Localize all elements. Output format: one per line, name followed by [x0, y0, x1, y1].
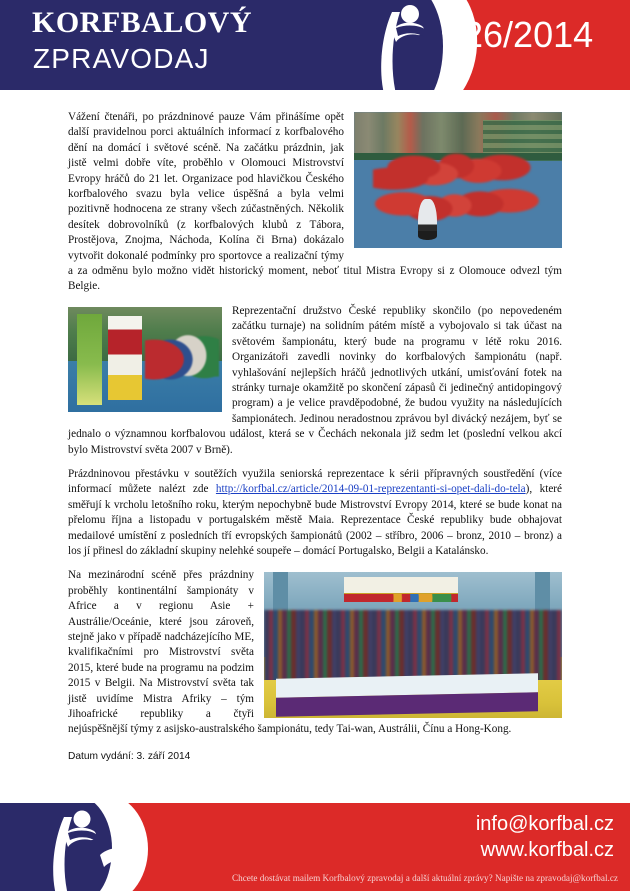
publication-date: Datum vydání: 3. září 2014 — [68, 750, 191, 762]
footer-website[interactable]: www.korfbal.cz — [480, 839, 614, 861]
korfball-player-logo-icon — [42, 805, 152, 891]
footer-email[interactable]: info@korfbal.cz — [475, 813, 614, 835]
paragraph-2: Reprezentační družstvo České republiky skončilo (po nepovedeném začátku turnaje) na solidním pátém místě a vybojovalo si tak účast na světovém šampionátu, který bude na programu v létě roku 2016. Organizátoři zavedli novinky do korfbalových šampionátu (např. vyhlašování nejlepších hráčů jednotlivých utkání, umisťování fotek na stránky turnaje okamžitě po skončení zápasů či jedinečný antidopingový program) a je velice pravděpodobné, že budou využity na následujících šampionátech. Jedinou neradostnou zprávou byl divácký nezájem, byť se jednalo o významnou korfbalovou událost, která se v Čechách nekonala již sedm let (poslední velkou akcí bylo Mistrovství světa 2007 v Brně). — [68, 304, 562, 456]
page-subtitle: ZPRAVODAJ — [33, 43, 210, 74]
players-with-banner-photo — [68, 307, 222, 412]
paragraph-1: Vážení čtenáři, po prázdninové pauze Vám přinášíme opět další pravidelnou porci aktuálních informací z korfbalového dění na domácí i světové scéně. Na začátku prázdnin, jak jistě velmi dobře víte, proběhlo v Olomouci Mistrovství Evropy hráčů do 21 let. Organizace pod hlavičkou Českého korfbalového svazu byla velice úspěšná a byla velmi pozitivně hodnocena ze strany všech zúčastněných. Několik desítek dobrovolníků (z korfbalových klubů z Tábora, Prostějova, Znojma, Náchoda, Kolína či Brna) dokázalo vytvořit dokonalé podmínky pro sportovce a realizační týmy a za odměnu bylo možno vidět historický moment, neboť titul Mistra Evropy si z Olomouce odvezl tým Belgie. — [68, 111, 562, 293]
newsletter-footer — [0, 803, 630, 891]
paragraph-4: Na mezinárodní scéně přes prázdniny proběhly kontinentální šampionáty v Africe a v regionu Asie + Austrálie/Oceánie, které jsou zároveň, stejně jako v případě nadcházejícího ME, kvalifikačními pro Mistrovství světa 2015, které bude na programu na podzim 2015 v Belgii. Na Mistrovství světa tak jistě uvidíme Mistra Afriky – tým Jihoafrické republiky a čtyři nejúspěšnější týmy z asijsko-australského šampionátu, tedy Tai-wan, Austrálii, Čínu a Hong-Kong. — [68, 569, 512, 736]
newsletter-header — [0, 0, 630, 90]
asian-championship-group-photo — [264, 572, 562, 718]
paragraph-3 — [68, 467, 562, 559]
issue-number: 26/2014 — [463, 14, 594, 55]
team-with-trophy-photo — [354, 112, 562, 248]
footer-subscribe-note: Chcete dostávat mailem Korfbalový zpravodaj a další aktuální zprávy? Napište na zpravodaj@korfbal.cz — [231, 873, 618, 883]
article-link[interactable]: http://korfbal.cz/article/2014-09-01-reprezentanti-si-opet-dali-do-tela — [215, 483, 526, 496]
paragraph-3-before-link: Prázdninovou přestávku v soutěžích využila seniorská reprezentace k sérii přípravných soustředění (více informací můžete nalézt zde — [68, 467, 562, 496]
article-content — [68, 110, 562, 790]
paragraph-3-after-link: ), které směřují k vrcholu letošního roku, kterým nepochybně bude Mistrovství Evropy 2014, které se bude konat na přelomu října a listopadu v portugalském městě Maia. Reprezentace České republiky bude obhajovat medailové umístění z posledních tří evropských šampionátů (2002 – stříbro, 2006 – bronz, 2010 – bronz) a los jí přinesl do základní skupiny nelehké soupeře – domácí Portugalsko, Belgii a Katalánsko. — [68, 483, 562, 557]
page-title: KORFBALOVÝ — [32, 6, 253, 39]
